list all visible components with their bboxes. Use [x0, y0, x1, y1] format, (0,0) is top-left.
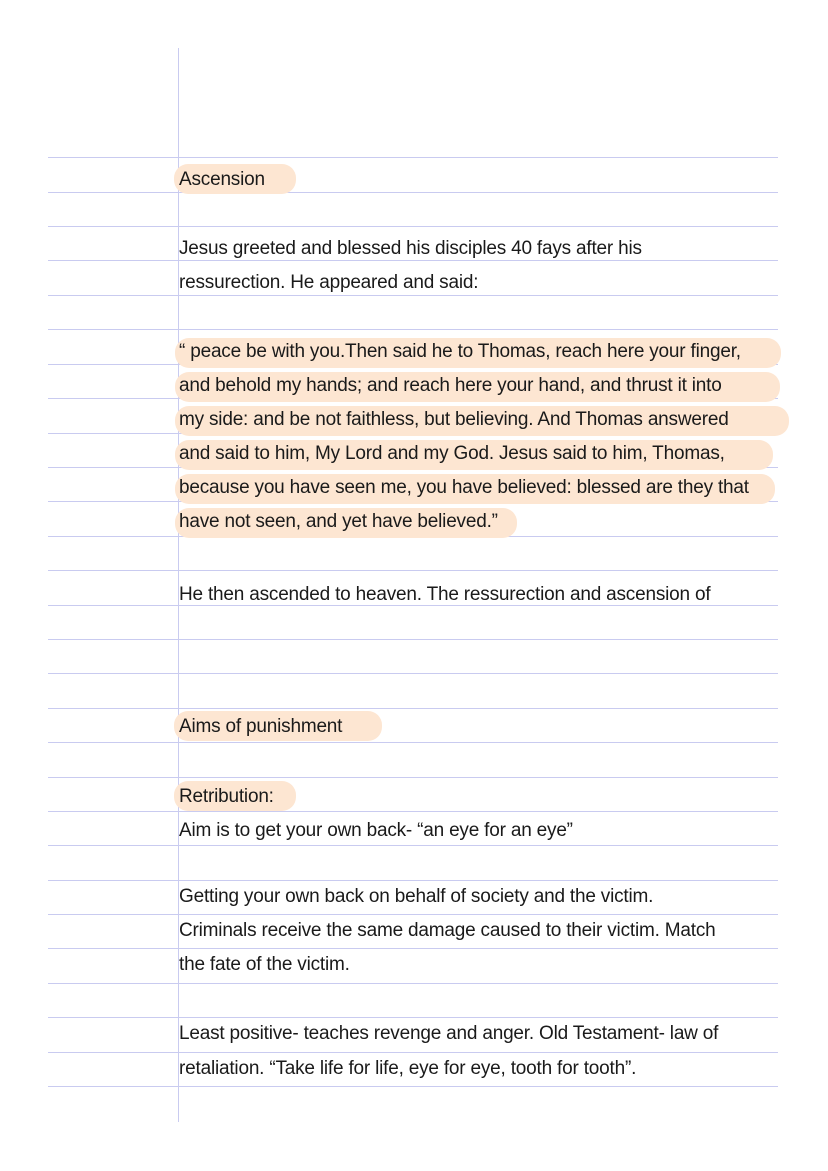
- ruled-line: [48, 983, 778, 984]
- ruled-line: [48, 639, 778, 640]
- body-line: Getting your own back on behalf of society and the victim.: [179, 886, 654, 907]
- ruled-line: [48, 1086, 778, 1087]
- ruled-line: [48, 914, 778, 915]
- subheading-retribution: Retribution:: [179, 786, 274, 807]
- body-line: retaliation. “Take life for life, eye for eye, tooth for tooth”.: [179, 1058, 637, 1079]
- quote-line: because you have seen me, you have believed: blessed are they that: [179, 477, 749, 498]
- quote-line: and said to him, My Lord and my God. Jesus said to him, Thomas,: [179, 443, 725, 464]
- ruled-line: [48, 880, 778, 881]
- quote-line: my side: and be not faithless, but believing. And Thomas answered: [179, 409, 729, 430]
- ruled-line: [48, 295, 778, 296]
- ruled-line: [48, 1052, 778, 1053]
- body-line: the fate of the victim.: [179, 954, 350, 975]
- quote-line: and behold my hands; and reach here your hand, and thrust it into: [179, 375, 722, 396]
- ruled-line: [48, 570, 778, 571]
- quote-line: have not seen, and yet have believed.”: [179, 511, 498, 532]
- ruled-line: [48, 948, 778, 949]
- intro-line: ressurection. He appeared and said:: [179, 272, 479, 293]
- ruled-line: [48, 742, 778, 743]
- ruled-line: [48, 673, 778, 674]
- body-line: Least positive- teaches revenge and anger. Old Testament- law of: [179, 1023, 719, 1044]
- ruled-line: [48, 192, 778, 193]
- ruled-line: [48, 708, 778, 709]
- ruled-line: [48, 811, 778, 812]
- ruled-line: [48, 777, 778, 778]
- intro-line: Jesus greeted and blessed his disciples 40 fays after his: [179, 238, 642, 259]
- section-heading-ascension: Ascension: [179, 169, 265, 190]
- body-line: Aim is to get your own back- “an eye for an eye”: [179, 820, 573, 841]
- ruled-line: [48, 1017, 778, 1018]
- ruled-line: [48, 226, 778, 227]
- ruled-line: [48, 845, 778, 846]
- body-line: Criminals receive the same damage caused to their victim. Match: [179, 920, 716, 941]
- quote-line: “ peace be with you.Then said he to Thomas, reach here your finger,: [179, 341, 741, 362]
- closing-line: He then ascended to heaven. The ressurection and ascension of: [179, 584, 711, 605]
- ruled-line: [48, 329, 778, 330]
- section-heading-aims: Aims of punishment: [179, 716, 343, 737]
- ruled-line: [48, 157, 778, 158]
